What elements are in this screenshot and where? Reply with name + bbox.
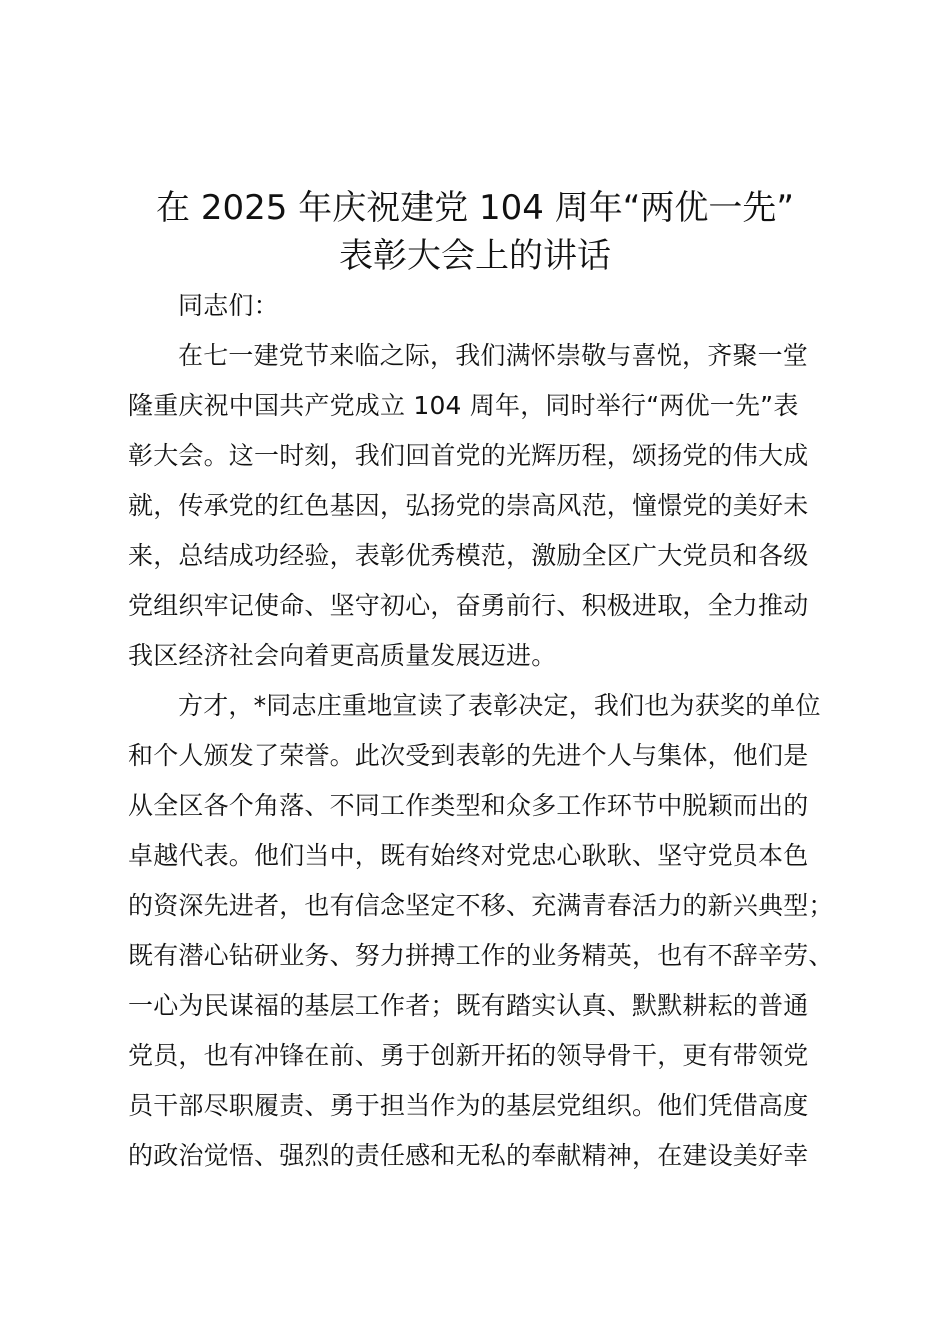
title-line-1: 在 2025 年庆祝建党 104 周年“两优一先” [156, 188, 794, 228]
title-line-2: 表彰大会上的讲话 [339, 236, 611, 276]
document-body [128, 281, 858, 1181]
paragraph-2-line-8: 党员，也有冲锋在前、勇于创新开拓的领导骨干，更有带领党 [128, 1041, 809, 1070]
paragraph-2-line-9: 员干部尽职履责、勇于担当作为的基层党组织。他们凭借高度 [128, 1091, 809, 1120]
paragraph-2-line-5: 的资深先进者，也有信念坚定不移、充满青春活力的新兴典型； [128, 891, 834, 920]
paragraph-1-line-1: 在七一建党节来临之际，我们满怀崇敬与喜悦，齐聚一堂 [178, 341, 809, 370]
paragraph-1-line-6: 党组织牢记使命、坚守初心，奋勇前行、积极进取，全力推动 [128, 591, 809, 620]
paragraph-2-line-4: 卓越代表。他们当中，既有始终对党忠心耿耿、坚守党员本色 [128, 841, 809, 870]
paragraph-2-line-6: 既有潜心钻研业务、努力拼搏工作的业务精英，也有不辞辛劳、 [128, 941, 834, 970]
paragraph-1-line-3: 彰大会。这一时刻，我们回首党的光辉历程，颂扬党的伟大成 [128, 441, 809, 470]
salutation: 同志们： [178, 291, 279, 320]
paragraph-2-line-3: 从全区各个角落、不同工作类型和众多工作环节中脱颖而出的 [128, 791, 809, 820]
paragraph-1-line-2: 隆重庆祝中国共产党成立 104 周年，同时举行“两优一先”表 [128, 391, 799, 420]
paragraph-1-line-4: 就，传承党的红色基因，弘扬党的崇高风范，憧憬党的美好未 [128, 491, 809, 520]
paragraph-1-line-7: 我区经济社会向着更高质量发展迈进。 [128, 641, 557, 670]
paragraph-2-line-7: 一心为民谋福的基层工作者；既有踏实认真、默默耕耘的普通 [128, 991, 809, 1020]
paragraph-2-line-1: 方才，*同志庄重地宣读了表彰决定，我们也为获奖的单位 [178, 691, 821, 720]
paragraph-2-line-10: 的政治觉悟、强烈的责任感和无私的奉献精神，在建设美好幸 [128, 1141, 809, 1170]
paragraph-1-line-5: 来，总结成功经验，表彰优秀模范，激励全区广大党员和各级 [128, 541, 809, 570]
paragraph-2-line-2: 和个人颁发了荣誉。此次受到表彰的先进个人与集体，他们是 [128, 741, 809, 770]
